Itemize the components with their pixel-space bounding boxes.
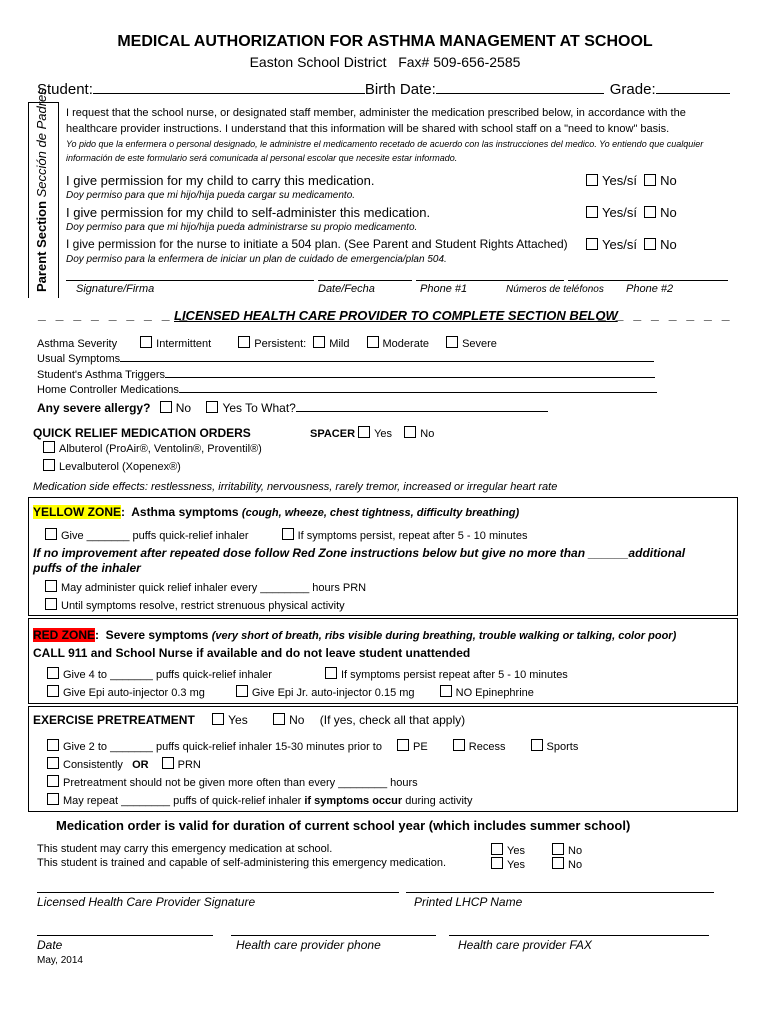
yellow-until-checkbox[interactable]: [45, 598, 57, 610]
yellow-zone-label: YELLOW ZONE: [33, 505, 121, 519]
revision-date: May, 2014: [37, 955, 83, 966]
carry-no-checkbox[interactable]: [552, 843, 564, 855]
carry-yes-checkbox[interactable]: [491, 843, 503, 855]
grade-field[interactable]: [656, 79, 730, 94]
lhcp-signature-label: Licensed Health Care Provider Signature: [37, 895, 256, 909]
prn-checkbox[interactable]: [162, 757, 174, 769]
spacer-no-checkbox[interactable]: [404, 426, 416, 438]
student-label: Student:: [37, 81, 93, 98]
yellow-no-improvement-2: puffs of the inhaler: [33, 561, 141, 575]
q1-yes-checkbox[interactable]: [586, 174, 598, 186]
vertical-divider: [58, 102, 59, 298]
exercise-consistency-row: Consistently OR PRN: [47, 757, 201, 771]
yellow-give-checkbox[interactable]: [45, 528, 57, 540]
albuterol-checkbox[interactable]: [43, 441, 55, 453]
phone2-label: Phone #2: [626, 283, 674, 295]
pretreat-checkbox[interactable]: [47, 775, 59, 787]
sports-checkbox[interactable]: [531, 739, 543, 751]
spacer-row: SPACER Yes No: [310, 428, 435, 440]
allergy-what-field[interactable]: [296, 401, 548, 412]
valid-duration-note: Medication order is valid for duration of current school year (which includes summer school): [56, 818, 631, 833]
red-zone-label: RED ZONE: [33, 628, 96, 642]
intro-es-1: Yo pido que la enfermera o personal designado, le administre el medicamento recetado de acuerdo con las instrucciones del medico. Yo entiendo que cualquier: [66, 139, 704, 149]
moderate-checkbox[interactable]: [367, 336, 379, 348]
mild-checkbox[interactable]: [313, 336, 325, 348]
levalbuterol-checkbox[interactable]: [43, 459, 55, 471]
numeros-label: Números de teléfonos: [506, 284, 604, 295]
q2-no-checkbox[interactable]: [644, 206, 656, 218]
parent-date-line[interactable]: [318, 280, 412, 281]
signature-label: Signature/Firma: [76, 283, 155, 295]
red-persist-checkbox[interactable]: [325, 667, 337, 679]
trained-statement: This student is trained and capable of self-administering this emergency medication.: [37, 857, 447, 869]
footer-date-label: Date: [37, 938, 63, 952]
phone2-line[interactable]: [568, 280, 728, 281]
exercise-give-row: Give 2 to _______ puffs quick-relief inhaler 15-30 minutes prior to PE Recess Sports: [47, 739, 578, 753]
birth-date-label: Birth Date:: [364, 81, 436, 98]
q2-es: Doy permiso para que mi hijo/hija pueda administrarse su propio medicamento.: [66, 222, 418, 233]
allergy-row: Any severe allergy? No Yes To What?: [37, 401, 548, 415]
yellow-give-row: Give _______ puffs quick-relief inhaler If symptoms persist, repeat after 5 - 10 minutes: [45, 528, 527, 542]
student-field[interactable]: [93, 79, 365, 94]
lhcp-signature-line[interactable]: [37, 892, 399, 893]
q1-no-checkbox[interactable]: [644, 174, 656, 186]
q3-yes-checkbox[interactable]: [586, 238, 598, 250]
yellow-may-admin-checkbox[interactable]: [45, 580, 57, 592]
exercise-no-checkbox[interactable]: [273, 713, 285, 725]
trained-options: Yes No: [491, 857, 582, 871]
may-repeat-checkbox[interactable]: [47, 793, 59, 805]
exercise-repeat-row: May repeat ________ puffs of quick-relief inhaler if symptoms occur during activity: [47, 793, 472, 807]
q2-en: I give permission for my child to self-administer this medication.: [66, 205, 431, 220]
epi-checkbox[interactable]: [47, 685, 59, 697]
yellow-until-row: Until symptoms resolve, restrict strenuous physical activity: [45, 598, 345, 612]
spacer-yes-checkbox[interactable]: [358, 426, 370, 438]
provider-phone-line[interactable]: [231, 935, 436, 936]
severe-checkbox[interactable]: [446, 336, 458, 348]
no-epi-checkbox[interactable]: [440, 685, 452, 697]
exercise-heading: EXERCISE PRETREATMENT Yes No (If yes, check all that apply): [33, 713, 466, 727]
date-line[interactable]: [37, 935, 213, 936]
q2-options: Yes/sí No: [586, 205, 677, 220]
exercise-pretreat-row: Pretreatment should not be given more often than every ________ hours: [47, 775, 418, 789]
trained-no-checkbox[interactable]: [552, 857, 564, 869]
yellow-no-improvement-1: If no improvement after repeated dose follow Red Zone instructions below but give no more than ______additional: [33, 546, 686, 560]
exercise-yes-checkbox[interactable]: [212, 713, 224, 725]
q2-yes-checkbox[interactable]: [586, 206, 598, 218]
red-epi-row: Give Epi auto-injector 0.3 mg Give Epi Jr. auto-injector 0.15 mg NO Epinephrine: [47, 685, 534, 699]
usual-symptoms-row: Usual Symptoms: [37, 351, 654, 365]
provider-fax-label: Health care provider FAX: [458, 938, 592, 952]
dash-left: _ _ _ _ _ _ _ _ _: [38, 306, 191, 322]
albuterol-row: Albuterol (ProAir®, Ventolin®, Proventil®): [43, 441, 262, 455]
allergy-yes-checkbox[interactable]: [206, 401, 218, 413]
provider-phone-label: Health care provider phone: [236, 938, 381, 952]
student-row: [37, 79, 730, 98]
provider-fax-line[interactable]: [449, 935, 709, 936]
intro-en-2: healthcare provider instructions. I understand that this information will be shared with school staff on a "need to know" basis.: [66, 123, 670, 135]
quick-relief-heading: QUICK RELIEF MEDICATION ORDERS: [33, 426, 251, 440]
date-label: Date/Fecha: [318, 283, 375, 295]
severity-row: Asthma Severity Intermittent Persistent: Mild Moderate Severe: [37, 338, 497, 350]
q3-options: Yes/sí No: [586, 237, 677, 252]
intro-es-2: información de este formulario será comunicada al personal escolar que necesite estar informado.: [66, 153, 458, 163]
parent-section-side-label: Parent Section Sección de Padres: [34, 88, 49, 292]
phone1-line[interactable]: [416, 280, 564, 281]
grade-label: Grade:: [609, 81, 656, 98]
allergy-no-checkbox[interactable]: [160, 401, 172, 413]
trained-yes-checkbox[interactable]: [491, 857, 503, 869]
usual-symptoms-field[interactable]: [120, 351, 654, 362]
intermittent-checkbox[interactable]: [140, 336, 152, 348]
carry-options: Yes No: [491, 843, 582, 857]
red-zone-heading: RED ZONE: Severe symptoms (very short of breath, ribs visible during breathing, trouble walking or talking, color poor): [33, 628, 677, 642]
form-title: MEDICAL AUTHORIZATION FOR ASTHMA MANAGEMENT AT SCHOOL: [117, 33, 653, 50]
persistent-checkbox[interactable]: [238, 336, 250, 348]
side-effects-note: Medication side effects: restlessness, irritability, nervousness, rarely tremor, increased or irregular heart rate: [33, 481, 558, 493]
provider-section-title: LICENSED HEALTH CARE PROVIDER TO COMPLETE SECTION BELOW: [174, 308, 618, 323]
recess-checkbox[interactable]: [453, 739, 465, 751]
triggers-row: Student's Asthma Triggers: [37, 367, 655, 381]
red-call-911: CALL 911 and School Nurse if available and do not leave student unattended: [33, 646, 471, 660]
q3-en: I give permission for the nurse to initiate a 504 plan. (See Parent and Student Rights Attached): [66, 237, 568, 251]
printed-name-line[interactable]: [406, 892, 714, 893]
carry-statement: This student may carry this emergency medication at school.: [37, 843, 333, 855]
red-give-checkbox[interactable]: [47, 667, 59, 679]
dash-right: _ _ _ _ _ _ _ _: [598, 306, 733, 322]
pe-checkbox[interactable]: [397, 739, 409, 751]
phone1-label: Phone #1: [420, 283, 468, 295]
yellow-persist-checkbox[interactable]: [282, 528, 294, 540]
yellow-zone-heading: YELLOW ZONE: Asthma symptoms (cough, wheeze, chest tightness, difficulty breathing): [33, 505, 520, 519]
parent-signature-line[interactable]: [66, 280, 314, 281]
triggers-field[interactable]: [165, 367, 655, 378]
intro-en-1: I request that the school nurse, or designated staff member, administer the medication prescribed below, in accordance with the: [66, 107, 686, 119]
q1-options: Yes/sí No: [586, 173, 677, 188]
epi-jr-checkbox[interactable]: [236, 685, 248, 697]
red-give-row: Give 4 to _______ puffs quick-relief inhaler If symptoms persist repeat after 5 - 10 minutes: [47, 667, 568, 681]
home-meds-field[interactable]: [179, 382, 657, 393]
yellow-may-admin-row: May administer quick relief inhaler every ________ hours PRN: [45, 580, 366, 594]
q3-es: Doy permiso para la enfermera de iniciar un plan de cuidado de emergencia/plan 504.: [66, 254, 447, 265]
q3-no-checkbox[interactable]: [644, 238, 656, 250]
q1-en: I give permission for my child to carry this medication.: [66, 173, 375, 188]
levalbuterol-row: Levalbuterol (Xopenex®): [43, 459, 181, 473]
consistently-checkbox[interactable]: [47, 757, 59, 769]
printed-name-label: Printed LHCP Name: [414, 895, 523, 909]
birth-date-field[interactable]: [436, 79, 604, 94]
q1-es: Doy permiso para que mi hijo/hija pueda cargar su medicamento.: [66, 190, 356, 201]
district-subtitle: Easton School District Fax# 509-656-2585: [249, 54, 521, 70]
home-meds-row: Home Controller Medications: [37, 382, 657, 396]
exercise-give-checkbox[interactable]: [47, 739, 59, 751]
